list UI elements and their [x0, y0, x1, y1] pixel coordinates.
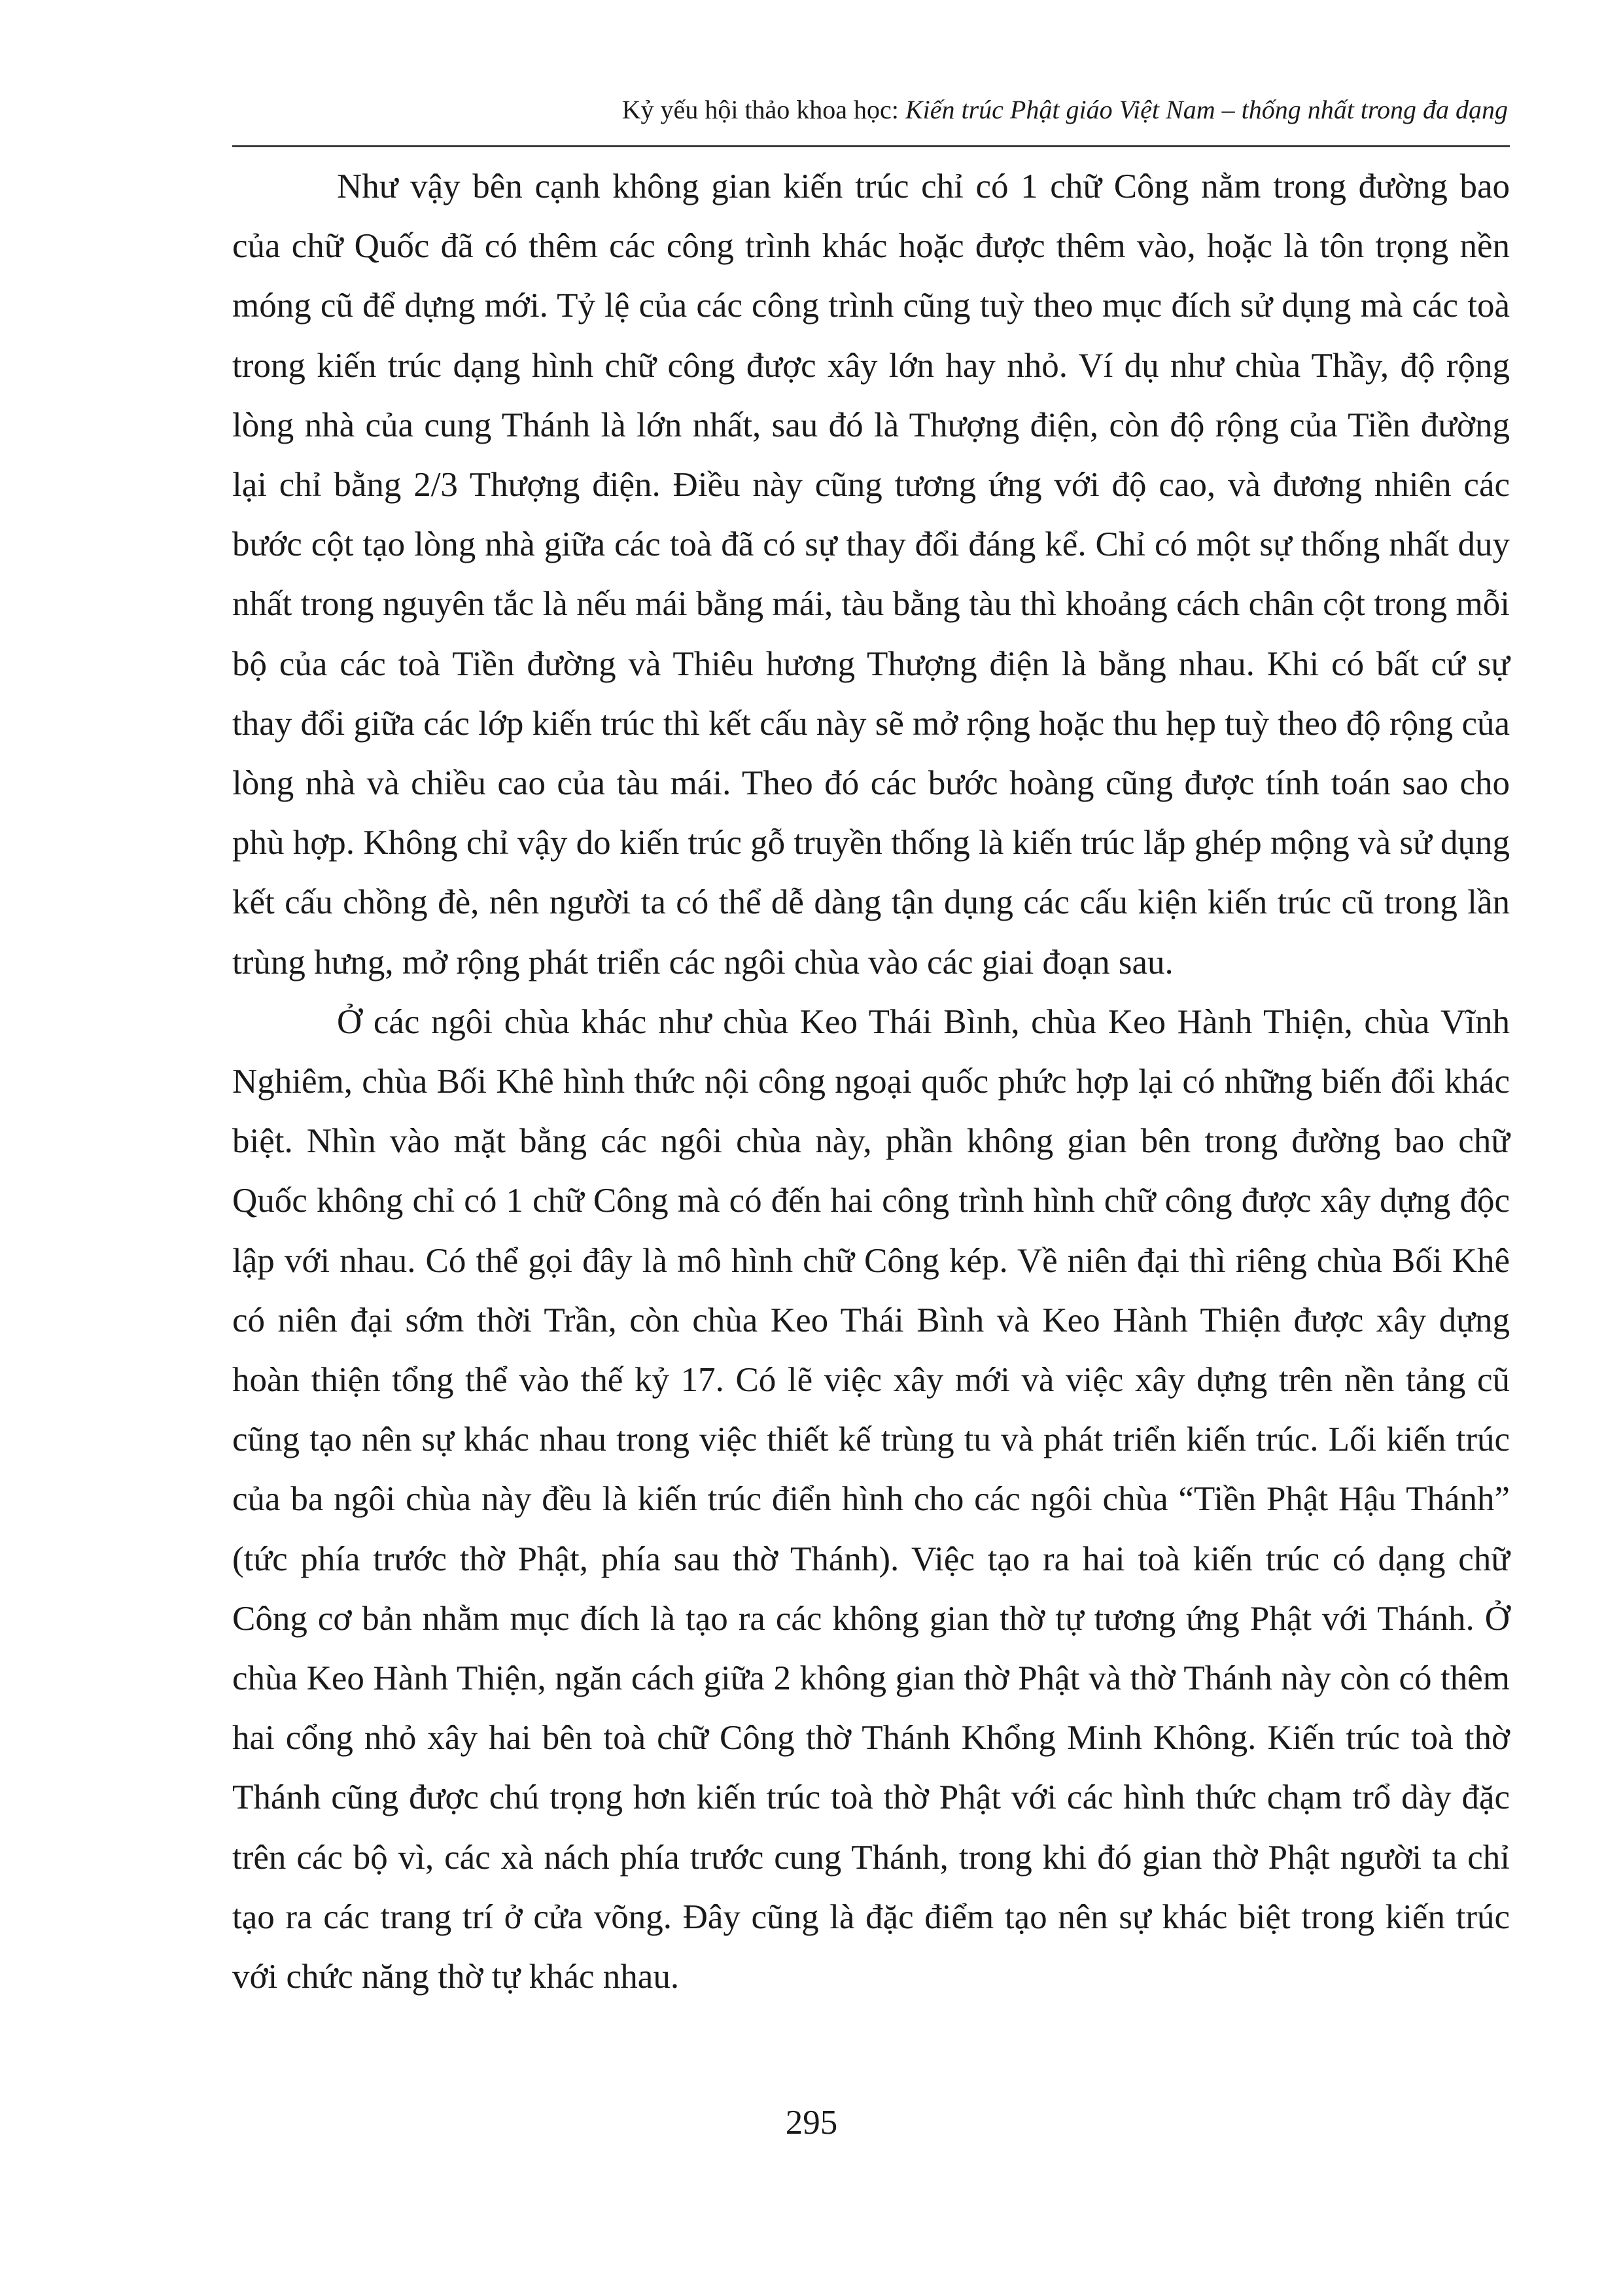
proceedings-series-label: Kỷ yếu hội thảo khoa học:: [621, 95, 905, 124]
body-paragraph-2: Ở các ngôi chùa khác như chùa Keo Thái Bình, chùa Keo Hành Thiện, chùa Vĩnh Nghiêm, chùa Bối Khê hình thức nội công ngoại quốc phức hợp lại có những biến đổi khác biệt. Nhìn vào mặt bằng các ngôi chùa này, phần không gian bên trong đường bao chữ Quốc không chỉ có 1 chữ Công mà có đến hai công trình hình chữ công được xây dựng độc lập với nhau. Có thể gọi đây là mô hình chữ Công kép. Về niên đại thì riêng chùa Bối Khê có niên đại sớm thời Trần, còn chùa Keo Thái Bình và Keo Hành Thiện được xây dựng hoàn thiện tổng thể vào thế kỷ 17. Có lẽ việc xây mới và việc xây dựng trên nền tảng cũ cũng tạo nên sự khác nhau trong việc thiết kế trùng tu và phát triển kiến trúc. Lối kiến trúc của ba ngôi chùa này đều là kiến trúc điển hình cho các ngôi chùa “Tiền Phật Hậu Thánh” (tức phía trước thờ Phật, phía sau thờ Thánh). Việc tạo ra hai toà kiến trúc có dạng chữ Công cơ bản nhằm mục đích là tạo ra các không gian thờ tự tương ứng Phật với Thánh. Ở chùa Keo Hành Thiện, ngăn cách giữa 2 không gian thờ Phật và thờ Thánh này còn có thêm hai cổng nhỏ xây hai bên toà chữ Công thờ Thánh Khổng Minh Không. Kiến trúc toà thờ Thánh cũng được chú trọng hơn kiến trúc toà thờ Phật với các hình thức chạm trổ dày đặc trên các bộ vì, các xà nách phía trước cung Thánh, trong khi đó gian thờ Phật người ta chỉ tạo ra các trang trí ở cửa võng. Đây cũng là đặc điểm tạo nên sự khác biệt trong kiến trúc với chức năng thờ tự khác nhau.: [232, 1002, 1510, 1996]
proceedings-title: Kiến trúc Phật giáo Việt Nam – thống nhất trong đa dạng: [905, 95, 1508, 124]
article-body: [232, 157, 1510, 2007]
body-paragraph-1: Như vậy bên cạnh không gian kiến trúc chỉ có 1 chữ Công nằm trong đường bao của chữ Quốc đã có thêm các công trình khác hoặc được thêm vào, hoặc là tôn trọng nền móng cũ để dựng mới. Tỷ lệ của các công trình cũng tuỳ theo mục đích sử dụng mà các toà trong kiến trúc dạng hình chữ công được xây lớn hay nhỏ. Ví dụ như chùa Thầy, độ rộng lòng nhà của cung Thánh là lớn nhất, sau đó là Thượng điện, còn độ rộng của Tiền đường lại chỉ bằng 2/3 Thượng điện. Điều này cũng tương ứng với độ cao, và đương nhiên các bước cột tạo lòng nhà giữa các toà đã có sự thay đổi đáng kể. Chỉ có một sự thống nhất duy nhất trong nguyên tắc là nếu mái bằng mái, tàu bằng tàu thì khoảng cách chân cột trong mỗi bộ của các toà Tiền đường và Thiêu hương Thượng điện là bằng nhau. Khi có bất cứ sự thay đổi giữa các lớp kiến trúc thì kết cấu này sẽ mở rộng hoặc thu hẹp tuỳ theo độ rộng của lòng nhà và chiều cao của tàu mái. Theo đó các bước hoàng cũng được tính toán sao cho phù hợp. Không chỉ vậy do kiến trúc gỗ truyền thống là kiến trúc lắp ghép mộng và sử dụng kết cấu chồng đè, nên người ta có thể dễ dàng tận dụng các cấu kiện kiến trúc cũ trong lần trùng hưng, mở rộng phát triển các ngôi chùa vào các giai đoạn sau.: [232, 168, 1510, 981]
page-number: 295: [785, 2104, 838, 2142]
running-header: [622, 97, 1508, 123]
header-divider: [232, 145, 1510, 147]
